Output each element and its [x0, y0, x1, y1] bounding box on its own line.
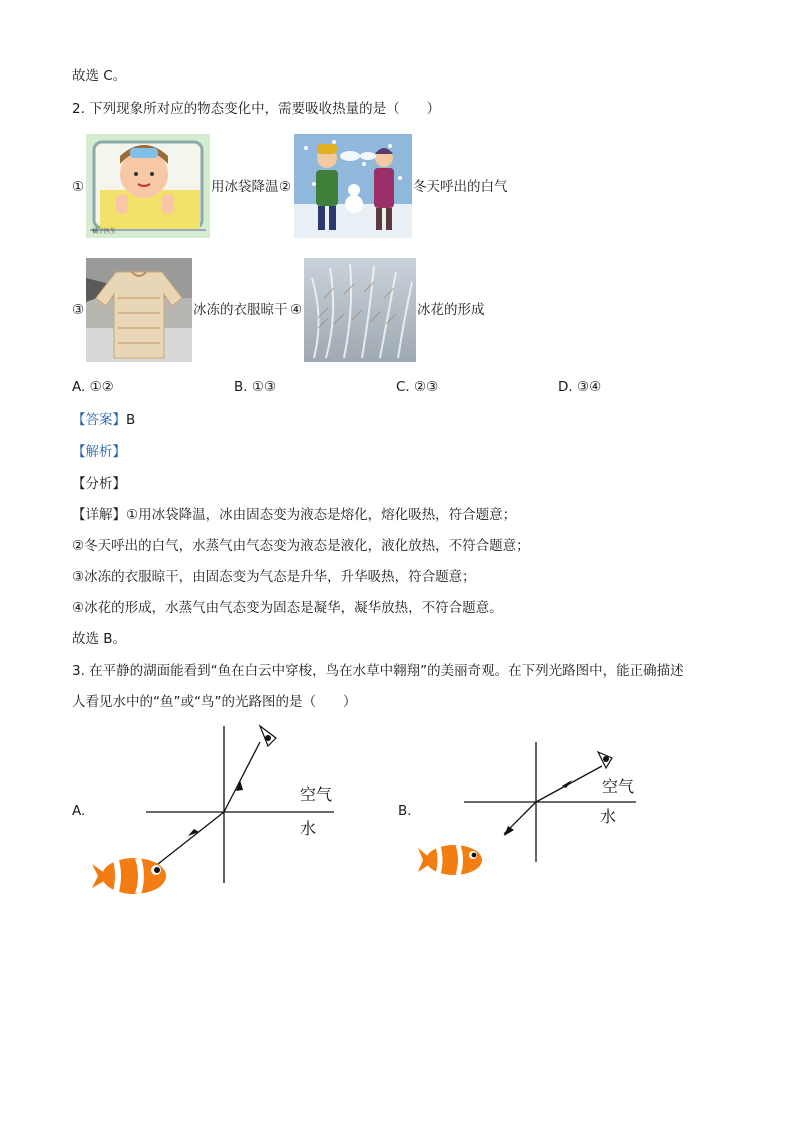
q3-stem-line-1: 3. 在平静的湖面能看到“鱼在白云中穿梭，鸟在水草中翱翔”的美丽奇观。在下列光路图中，能正确描述 [72, 663, 684, 679]
diagram-a-light-path [88, 718, 348, 898]
ray-in-air [224, 742, 260, 812]
item2-number: ② [279, 179, 292, 195]
item4-number: ④ [290, 302, 303, 318]
diagram-b-option: B. [398, 803, 412, 819]
item3-text: 冰冻的衣服晾干 [193, 302, 288, 318]
detail-line-1 [72, 505, 516, 525]
detail-line-4: ④冰花的形成，水蒸气由气态变为固态是凝华，凝华放热，不符合题意。 [72, 600, 503, 616]
frozen-clothes-image [86, 258, 192, 362]
previous-conclusion: 故选 C。 [72, 68, 127, 84]
detail-line-3: ③冰冻的衣服晾干，由固态变为气态是升华，升华吸热，符合题意； [72, 569, 476, 585]
item2-text: 冬天呼出的白气 [413, 179, 508, 195]
arrow-icon [188, 829, 199, 836]
item4-text: 冰花的形成 [417, 302, 485, 318]
fenxi-tag: 【分析】 [72, 476, 126, 492]
q3-stem-line-2: 人看见水中的“鱼”或“鸟”的光路图的是（ ） [72, 694, 357, 710]
detail-tag: 【详解】 [72, 507, 126, 523]
ice-flower-image [304, 258, 416, 362]
detail-text-1: ①用冰袋降温，冰由固态变为液态是熔化，熔化吸热，符合题意； [126, 507, 517, 523]
fish-icon [92, 858, 166, 894]
q2-conclusion: 故选 B。 [72, 631, 127, 647]
option-b: B. ①③ [234, 379, 277, 395]
eye-icon [598, 752, 612, 768]
item1-number: ① [72, 179, 85, 195]
answer-line [72, 410, 135, 430]
diagram-b-light-path [412, 738, 652, 888]
ice-bag-cooling-image [86, 134, 210, 238]
winter-breath-image [294, 134, 412, 238]
option-c: C. ②③ [396, 379, 439, 395]
answer-tag: 【答案】 [72, 412, 126, 428]
diagram-a-option: A. [72, 803, 86, 819]
arrow-icon [504, 826, 514, 836]
image-caption: 橘子医生 [92, 228, 117, 235]
water-label: 水 [300, 819, 317, 838]
item1-text: 用冰袋降温 [211, 179, 279, 195]
detail-line-2: ②冬天呼出的白气，水蒸气由气态变为液态是液化，液化放热，不符合题意； [72, 538, 530, 554]
air-label: 空气 [602, 777, 635, 796]
answer-value: B [126, 412, 136, 428]
option-a: A. ①② [72, 379, 114, 395]
water-label: 水 [600, 807, 617, 826]
item3-number: ③ [72, 302, 85, 318]
fish-icon [418, 845, 482, 875]
analysis-tag: 【解析】 [72, 444, 126, 460]
air-label: 空气 [300, 785, 333, 804]
q2-stem: 2. 下列现象所对应的物态变化中，需要吸收热量的是（ ） [72, 101, 441, 117]
option-d: D. ③④ [558, 379, 602, 395]
ray-in-water [158, 812, 224, 864]
eye-icon [260, 726, 276, 746]
